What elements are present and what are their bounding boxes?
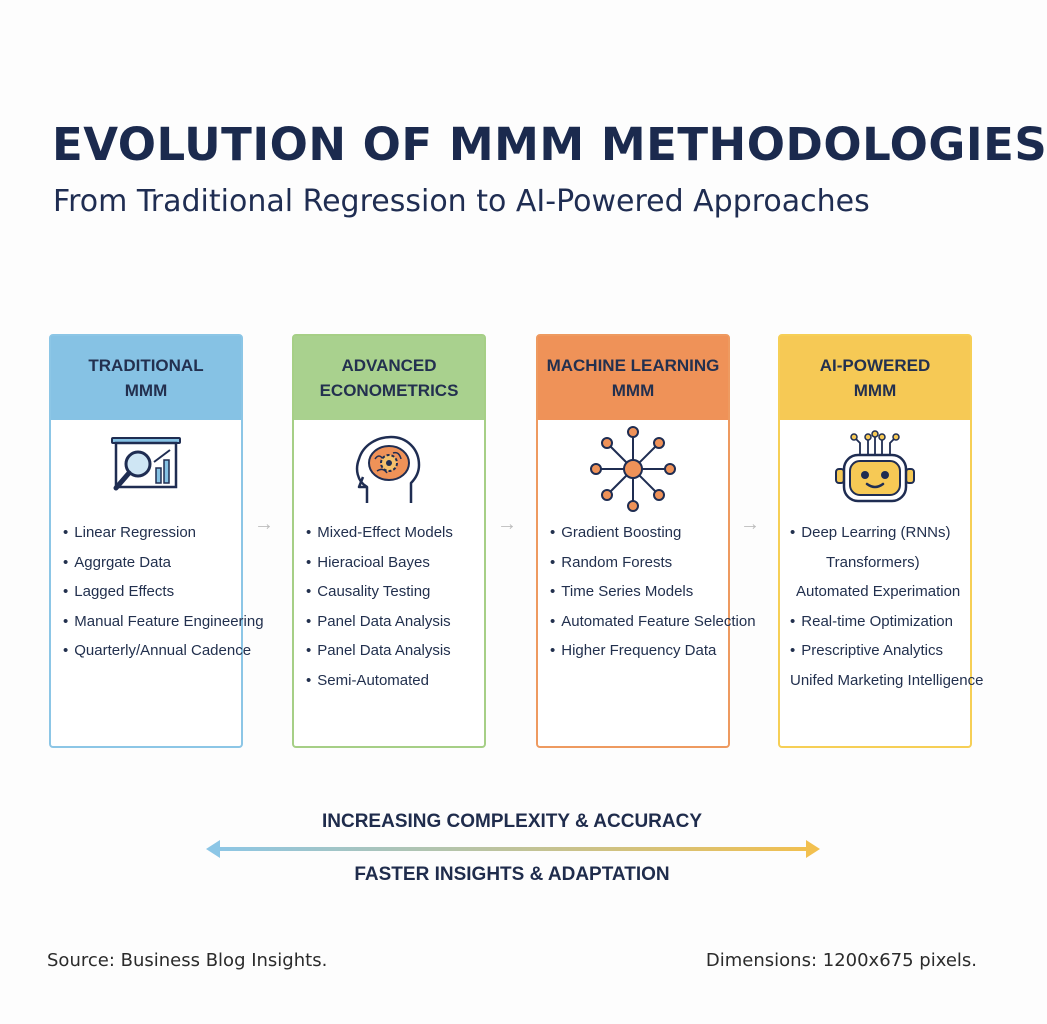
stage-header-line: MMM xyxy=(124,381,168,400)
stage-header xyxy=(538,336,728,420)
neural-network-icon xyxy=(588,424,678,514)
list-item: • Quarterly/Annual Cadence xyxy=(63,636,241,666)
stage-header xyxy=(294,336,484,420)
page-title: EVOLUTION OF MMM METHODOLOGIES xyxy=(52,118,1047,171)
page-subtitle: From Traditional Regression to AI-Powered Approaches xyxy=(53,184,870,219)
stage-card-machine-learning xyxy=(536,334,756,748)
list-item: • Lagged Effects xyxy=(63,577,241,607)
list-item: • Deep Learring (RNNs) xyxy=(790,518,970,548)
list-item: • Hieracioal Bayes xyxy=(306,548,484,578)
list-item: • Random Forests xyxy=(550,548,728,578)
list-item: • Prescriptive Analytics xyxy=(790,636,970,666)
list-item: • Aggrgate Data xyxy=(63,548,241,578)
list-item: • Causality Testing xyxy=(306,577,484,607)
stage-header xyxy=(780,336,970,420)
axis-bottom-label: FASTER INSIGHTS & ADAPTATION xyxy=(354,864,670,885)
robot-icon xyxy=(832,431,918,507)
brain-gear-icon xyxy=(349,429,429,509)
arrow-right-icon: → xyxy=(254,513,274,535)
stage-card-traditional xyxy=(49,334,264,748)
arrow-right-icon: → xyxy=(497,513,517,535)
stage-header xyxy=(51,336,241,420)
stage-header-line: MACHINE LEARNING xyxy=(546,356,720,375)
list-item: • Gradient Boosting xyxy=(550,518,728,548)
list-item: • Linear Regression xyxy=(63,518,241,548)
list-item: • Panel Data Analysis xyxy=(306,636,484,666)
list-item: • Automated Feature Selection xyxy=(550,607,728,637)
list-item: • Manual Feature Engineering xyxy=(63,607,241,637)
arrow-right-icon: → xyxy=(740,513,760,535)
double-arrow-axis xyxy=(0,834,1024,864)
stage-header-line: ADVANCED xyxy=(341,356,437,375)
stage-header-line: MMM xyxy=(611,381,655,400)
stage-header-line: ECONOMETRICS xyxy=(319,381,459,400)
stage-header-line: TRADITIONAL xyxy=(88,356,204,375)
list-item: Unifed Marketing Intelligence xyxy=(790,671,984,689)
stage-header-line: AI-POWERED xyxy=(819,356,931,375)
stage-header-line: MMM xyxy=(853,381,897,400)
list-item: Automated Experimation xyxy=(796,583,961,600)
axis-top-label: INCREASING COMPLEXITY & ACCURACY xyxy=(321,811,703,832)
list-item: • Time Series Models xyxy=(550,577,728,607)
list-item: Transformers) xyxy=(826,553,920,571)
list-item: • Panel Data Analysis xyxy=(306,607,484,637)
list-item: • Real-time Optimization xyxy=(790,607,970,637)
list-item: • Semi-Automated xyxy=(306,666,484,696)
list-item: • Higher Frequency Data xyxy=(550,636,728,666)
stage-card-ai-powered xyxy=(778,334,984,748)
stage-card-advanced xyxy=(292,334,486,748)
dimensions-note: Dimensions: 1200x675 pixels. xyxy=(705,950,977,971)
chart-magnifier-icon xyxy=(106,434,186,504)
list-item: • Mixed-Effect Models xyxy=(306,518,484,548)
source-note: Source: Business Blog Insights. xyxy=(47,950,328,971)
